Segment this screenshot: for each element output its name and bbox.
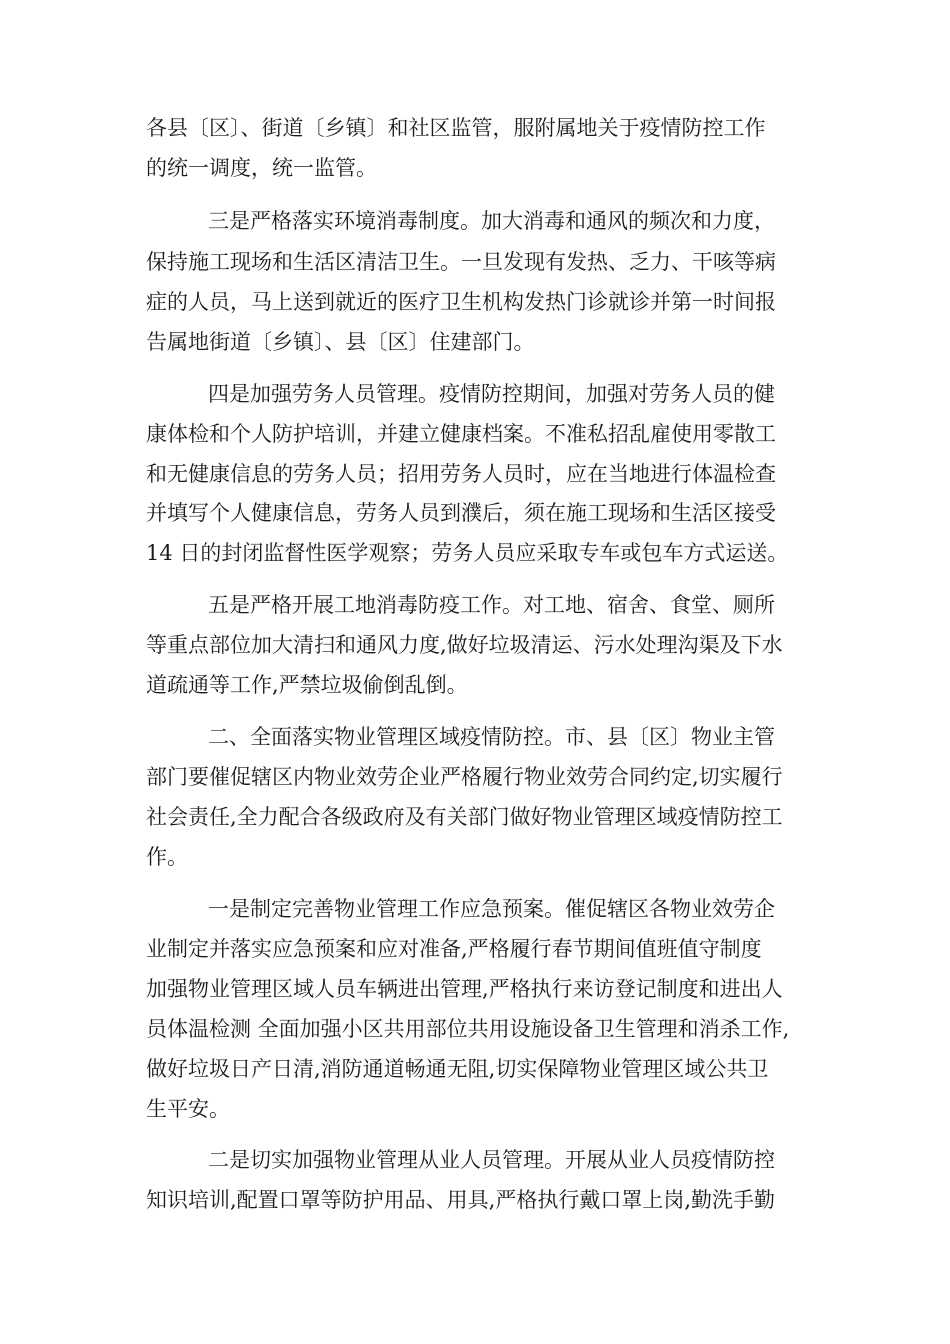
text-line: 的统一调度，统一监管。 xyxy=(146,156,377,180)
text-line: 道疏通等工作,严禁垃圾偷倒乱倒。 xyxy=(146,673,468,697)
text-line: 等重点部位加大清扫和通风力度,做好垃圾清运、污水处理沟渠及下水 xyxy=(146,633,783,657)
text-line: 一是制定完善物业管理工作应急预案。催促辖区各物业效劳企 xyxy=(208,897,775,921)
text-line: 加强物业管理区域人员车辆进出管理,严格执行来访登记制度和进出人 xyxy=(146,977,783,1001)
text-line: 做好垃圾日产日清,消防通道畅通无阻,切实保障物业管理区域公共卫 xyxy=(146,1057,769,1081)
text-line: 业制定并落实应急预案和应对准备,严格履行春节期间值班值守制度 xyxy=(146,937,762,961)
text-line: 并填写个人健康信息，劳务人员到濮后，须在施工现场和生活区接受 xyxy=(146,501,776,525)
text-line: 和无健康信息的劳务人员；招用劳务人员时，应在当地进行体温检查 xyxy=(146,462,776,486)
text-line: 各县〔区〕、街道〔乡镇〕和社区监管，服附属地关于疫情防控工作 xyxy=(146,116,766,140)
text-line: 部门要催促辖区内物业效劳企业严格履行物业效劳合同约定,切实履行 xyxy=(146,765,783,789)
text-line: 知识培训,配置口罩等防护用品、用具,严格执行戴口罩上岗,勤洗手勤 xyxy=(146,1188,776,1212)
text-line: 告属地街道〔乡镇〕、县〔区〕住建部门。 xyxy=(146,330,535,354)
text-line: 保持施工现场和生活区清洁卫生。一旦发现有发热、乏力、干咳等病 xyxy=(146,250,776,274)
text-line: 社会责任,全力配合各级政府及有关部门做好物业管理区域疫情防控工 xyxy=(146,805,783,829)
text-line: 四是加强劳务人员管理。疫情防控期间，加强对劳务人员的健 xyxy=(208,382,775,406)
text-line: 生平安。 xyxy=(146,1097,230,1121)
text-line: 二是切实加强物业管理从业人员管理。开展从业人员疫情防控 xyxy=(208,1148,775,1172)
text-line: 二、全面落实物业管理区域疫情防控。市、县〔区〕物业主管 xyxy=(208,725,775,749)
text-line: 员体温检测 全面加强小区共用部位共用设施设备卫生管理和消杀工作, xyxy=(146,1017,790,1041)
text-line: 五是严格开展工地消毒防疫工作。对工地、宿舍、食堂、厕所 xyxy=(208,593,775,617)
text-line: 症的人员，马上送到就近的医疗卫生机构发热门诊就诊并第一时间报 xyxy=(146,290,776,314)
text-line: 14 日的封闭监督性医学观察；劳务人员应采取专车或包车方式运送。 xyxy=(146,541,789,565)
text-line: 康体检和个人防护培训，并建立健康档案。不准私招乱雇使用零散工 xyxy=(146,422,776,446)
text-line: 三是严格落实环境消毒制度。加大消毒和通风的频次和力度， xyxy=(208,209,775,233)
text-line: 作。 xyxy=(146,845,188,869)
